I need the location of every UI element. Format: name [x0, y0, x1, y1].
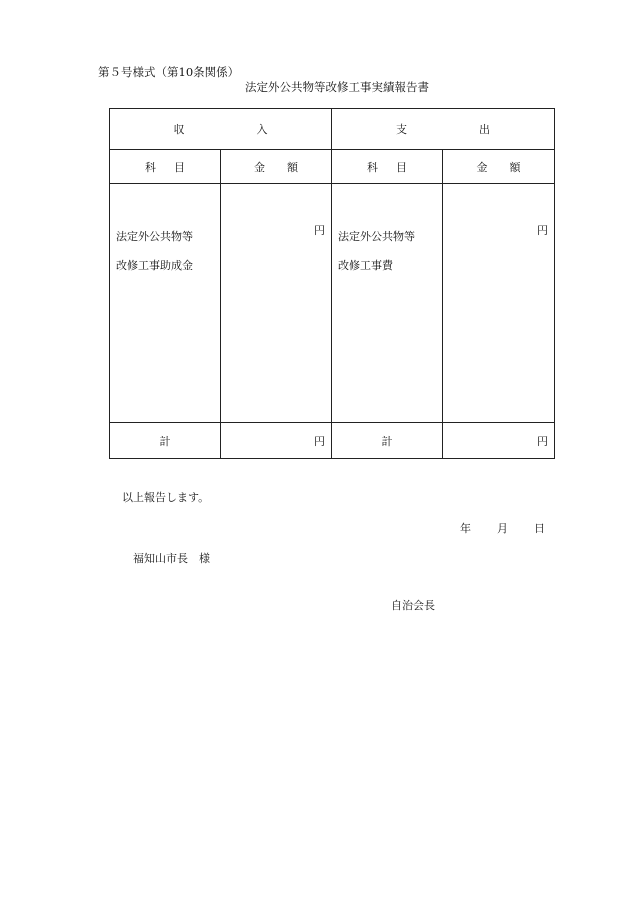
expense-section-header [332, 109, 555, 150]
income-item-line2: 改修工事助成金 [116, 259, 193, 272]
expense-total-yen: 円 [443, 423, 555, 459]
expense-item-line2: 改修工事費 [338, 259, 393, 272]
income-yen-unit: 円 [314, 224, 325, 237]
expense-item-line1: 法定外公共物等 [338, 230, 415, 243]
expense-total-label: 計 [332, 423, 443, 459]
section-header-row [110, 109, 555, 150]
income-label-char2: 入 [256, 123, 268, 136]
amount-header-char1: 金 [254, 160, 265, 174]
expense-amount-header [443, 150, 555, 184]
amount-header-char2: 額 [509, 160, 521, 174]
expense-item-cell [332, 184, 443, 423]
expense-item-header [332, 150, 443, 184]
item-header-char2: 目 [396, 160, 407, 174]
date-year: 年 [460, 522, 471, 535]
amount-header-char1: 金 [476, 160, 488, 174]
total-row [110, 423, 555, 459]
date-line [460, 520, 545, 536]
body-row [110, 184, 555, 423]
document-title: 法定外公共物等改修工事実績報告書 [245, 80, 429, 94]
income-total-label: 計 [110, 423, 221, 459]
income-item-cell [110, 184, 221, 423]
signer-title: 自治会長 [391, 599, 435, 612]
income-total-yen: 円 [221, 423, 332, 459]
income-amount-header [221, 150, 332, 184]
income-label-char1: 収 [173, 123, 185, 136]
column-header-row [110, 150, 555, 184]
expense-label-char2: 出 [479, 123, 490, 136]
item-header-char1: 科 [145, 160, 156, 174]
expense-yen-unit: 円 [537, 224, 548, 237]
item-header-char2: 目 [174, 160, 185, 174]
form-number: 第５号様式（第10条関係） [98, 65, 240, 79]
addressee: 福知山市長 様 [133, 552, 210, 565]
report-table [109, 108, 555, 459]
date-month: 月 [497, 522, 508, 535]
income-amount-cell [221, 184, 332, 423]
amount-header-char2: 額 [287, 160, 298, 174]
income-section-header [110, 109, 332, 150]
expense-amount-cell [443, 184, 555, 423]
date-day: 日 [534, 522, 545, 535]
income-item-line1: 法定外公共物等 [116, 230, 193, 243]
item-header-char1: 科 [367, 160, 378, 174]
expense-label-char1: 支 [396, 123, 407, 136]
income-item-header [110, 150, 221, 184]
closing-statement: 以上報告します。 [122, 491, 210, 504]
